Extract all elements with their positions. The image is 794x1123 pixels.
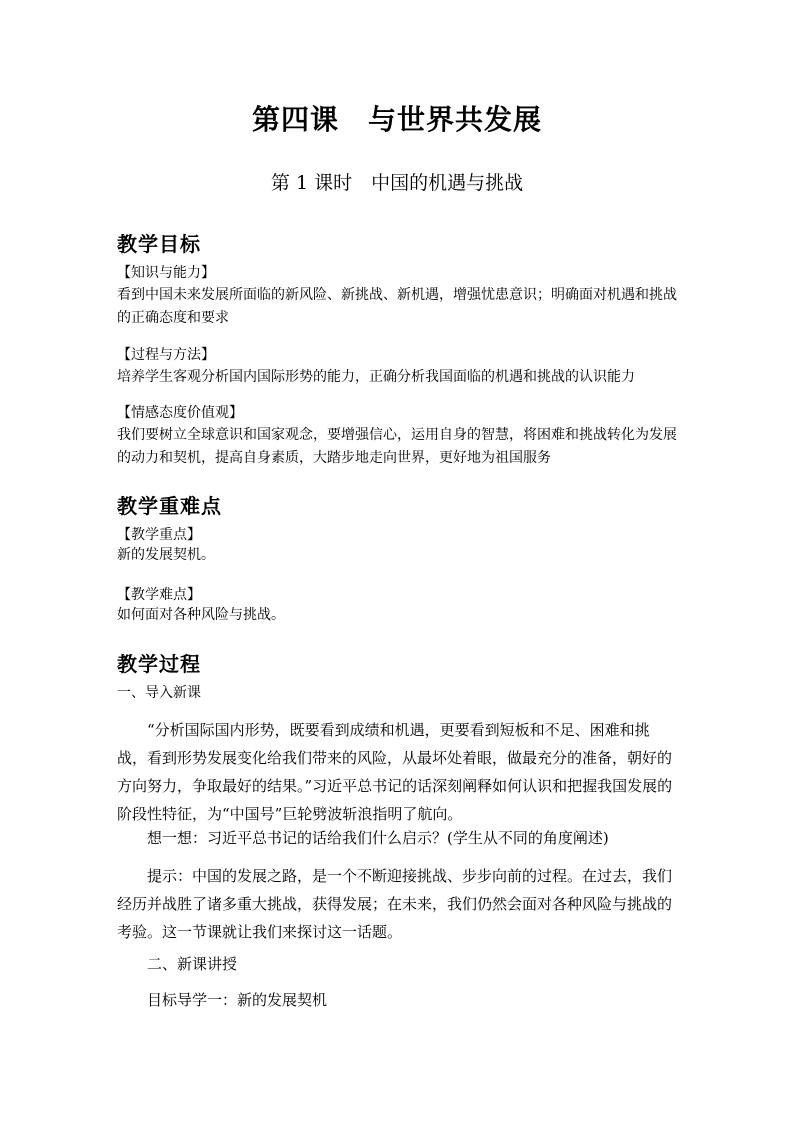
process-heading: 教学过程 [117, 652, 201, 676]
knowledge-text: 看到中国未来发展所面临的新风险、新挑战、新机遇，增强忧患意识；明确面对机遇和挑战的正确态度和要求 [117, 287, 677, 326]
hint-paragraph: 提示：中国的发展之路，是一个不断迎接挑战、步步向前的过程。在过去，我们经历并战胜了诸多重大挑战，获得发展；在未来，我们仍然会面对各种风险与挑战的考验。这一节课就让我们来探讨这一话题。 [117, 867, 673, 941]
teaching-difficulty-text: 如何面对各种风险与挑战。 [117, 607, 285, 623]
teaching-focus-label: 【教学重点】 [117, 527, 201, 543]
emotion-values-text: 我们要树立全球意识和国家观念，要增强信心，运用自身的智慧，将困难和挑战转化为发展的动力和契机，提高自身素质，大踏步地走向世界，更好地为祖国服务 [117, 427, 677, 466]
new-lesson-heading: 二、新课讲授 [147, 955, 238, 973]
intro-heading: 一、导入新课 [117, 685, 201, 701]
key-points-heading: 教学重难点 [117, 494, 222, 518]
knowledge-label: 【知识与能力】 [117, 265, 215, 281]
process-method-text: 培养学生客观分析国内国际形势的能力，正确分析我国面临的机遇和挑战的认识能力 [117, 369, 635, 385]
quote-paragraph: “分析国际国内形势，既要看到成绩和机遇，更要看到短板和不足、困难和挑战，看到形势发展变化给我们带来的风险，从最坏处着眼，做最充分的准备，朝好的方向努力，争取最好的结果。”习近平总书记的话深刻阐释如何认识和把握我国发展的阶段性特征，为“中国号”巨轮劈波斩浪指明了航向。 [117, 721, 673, 823]
think-paragraph: 想一想：习近平总书记的话给我们什么启示？(学生从不同的角度阐述) [147, 829, 609, 847]
emotion-values-label: 【情感态度价值观】 [117, 405, 243, 421]
goals-heading: 教学目标 [117, 232, 201, 256]
document-subtitle: 第 1 课时 中国的机遇与挑战 [270, 172, 524, 194]
teaching-focus-text: 新的发展契机。 [117, 547, 215, 563]
process-method-label: 【过程与方法】 [117, 347, 215, 363]
objective-one-heading: 目标导学一：新的发展契机 [147, 991, 328, 1009]
teaching-difficulty-label: 【教学难点】 [117, 587, 201, 603]
document-title: 第四课 与世界共发展 [251, 103, 542, 136]
